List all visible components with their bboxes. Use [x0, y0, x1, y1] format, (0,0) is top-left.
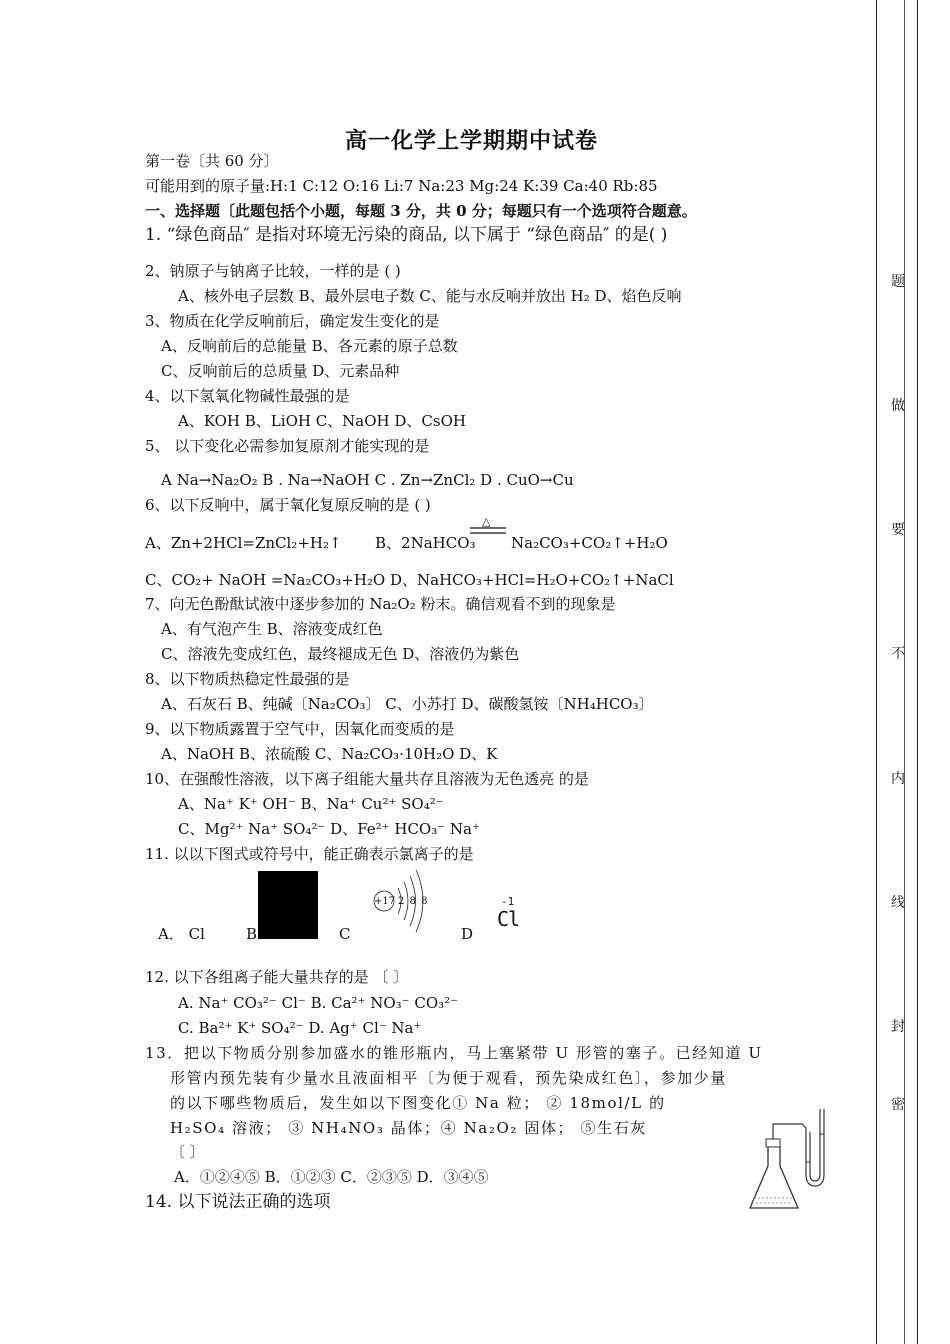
question-13-line-3: 的以下哪些物质后，发生如以下图变化① Na 粒； ② 18mol/L 的	[170, 1094, 666, 1112]
margin-char: 做	[891, 398, 905, 414]
question-9: 9、以下物质露置于空气中，因氧化而变质的是	[145, 720, 455, 738]
margin-char: 密	[891, 1097, 905, 1113]
heat-symbol: △	[482, 515, 491, 528]
question-6-option-a: A、Zn+2HCl=ZnCl₂+H₂↑	[145, 534, 342, 552]
margin-char: 要	[891, 522, 905, 538]
section-heading: 一、选择题〔此题包括个小题，每题 3 分，共 0 分；每题只有一个选项符合题意。	[145, 202, 697, 220]
question-13-answer-blank: 〔 〕	[170, 1143, 205, 1161]
question-11: 11. 以以下图式或符号中，能正确表示氯离子的是	[145, 845, 474, 863]
question-3: 3、物质在化学反响前后，确定发生变化的是	[145, 312, 440, 330]
question-4-options: A、KOH B、LiOH C、NaOH D、CsOH	[178, 412, 466, 430]
question-13-line-1: 13．把以下物质分别参加盛水的锥形瓶内，马上塞紧带 U 形管的塞子。已经知道 U	[145, 1044, 763, 1062]
question-2: 2、钠原子与钠离子比较，一样的是 ( )	[145, 262, 401, 280]
question-13-options: A．①②④⑤ B．①②③ C．②③⑤ D．③④⑤	[174, 1168, 489, 1186]
question-4: 4、以下氢氧化物碱性最强的是	[145, 387, 350, 405]
question-13-line-2: 形管内预先装有少量水且液面相平〔为便于观看，预先染成红色〕，参加少量	[170, 1069, 727, 1087]
volume-label: 第一卷〔共 60 分〕	[145, 152, 279, 170]
question-12-options-ab: A. Na⁺ CO₃²⁻ Cl⁻ B. Ca²⁺ NO₃⁻ CO₃²⁻	[178, 994, 459, 1012]
question-6-option-b-left: B、2NaHCO₃	[375, 534, 476, 552]
question-5: 5、 以下变化必需参加复原剂才能实现的是	[145, 437, 430, 455]
question-3-options-cd: C、反响前后的总质量 D、元素品种	[161, 362, 400, 380]
question-13-line-4: H₂SO₄ 溶液； ③ NH₄NO₃ 晶体；④ Na₂O₂ 固体； ⑤生石灰	[170, 1119, 647, 1137]
electron-shells: 2 8 8	[398, 896, 429, 907]
margin-char: 内	[891, 771, 905, 787]
equals-sign-icon	[470, 527, 508, 535]
question-8-options: A、石灰石 B、纯碱〔Na₂CO₃〕 C、小苏打 D、碳酸氢铵〔NH₄HCO₃〕	[161, 695, 654, 713]
question-10: 10、在强酸性溶液，以下离子组能大量共存且溶液为无色透亮 的是	[145, 770, 589, 788]
chlorine-symbol: Cl	[497, 907, 520, 931]
margin-char: 不	[891, 646, 905, 662]
question-11-option-a: A． Cl	[158, 925, 205, 943]
question-12: 12. 以下各组离子能大量共存的是 〔 〕	[145, 968, 409, 986]
page-title: 高一化学上学期期中试卷	[345, 128, 599, 154]
margin-char: 线	[891, 895, 905, 911]
question-3-options-ab: A、反响前后的总能量 B、各元素的原子总数	[161, 337, 458, 355]
question-9-options: A、NaOH B、浓硫酸 C、Na₂CO₃·10H₂O D、K	[161, 745, 498, 763]
question-10-options-cd: C、Mg²⁺ Na⁺ SO₄²⁻ D、Fe²⁺ HCO₃⁻ Na⁺	[178, 820, 480, 838]
question-11-option-c: C	[339, 925, 351, 943]
question-6: 6、以下反响中，属于氧化复原反响的是 ( )	[145, 496, 431, 514]
binding-margin-frame	[876, 0, 918, 1344]
margin-char: 封	[891, 1019, 905, 1035]
question-6-options-cd: C、CO₂+ NaOH =Na₂CO₃+H₂O D、NaHCO₃+HCl=H₂O+CO₂↑+NaCl	[145, 571, 674, 589]
question-7: 7、向无色酚酞试液中逐步参加的 Na₂O₂ 粉末。确信观看不到的现象是	[145, 595, 616, 613]
question-7-options-cd: C、溶液先变成红色，最终褪成无色 D、溶液仍为紫色	[161, 645, 520, 663]
flask-u-tube-apparatus-icon	[744, 1104, 838, 1214]
option-b-image-placeholder	[258, 871, 318, 939]
question-2-options: A、核外电子层数 B、最外层电子数 C、能与水反响并放出 H₂ D、焰色反响	[178, 287, 682, 305]
question-14: 14. 以下说法正确的选项	[145, 1192, 331, 1212]
question-10-options-ab: A、Na⁺ K⁺ OH⁻ B、Na⁺ Cu²⁺ SO₄²⁻	[178, 795, 444, 813]
question-12-options-cd: C. Ba²⁺ K⁺ SO₄²⁻ D. Ag⁺ Cl⁻ Na⁺	[178, 1019, 422, 1037]
question-5-options: A Na→Na₂O₂ B . Na→NaOH C . Zn→ZnCl₂ D . CuO→Cu	[161, 471, 574, 489]
question-8: 8、以下物质热稳定性最强的是	[145, 670, 350, 688]
question-11-option-d: D	[461, 925, 474, 943]
binding-margin-inner-line	[904, 0, 905, 1344]
question-11-option-b: B	[246, 925, 258, 943]
ion-charge-label: -1	[501, 895, 515, 908]
atomic-masses: 可能用到的原子量:H:1 C:12 O:16 Li:7 Na:23 Mg:24 K:39 Ca:40 Rb:85	[145, 177, 658, 195]
question-7-options-ab: A、有气泡产生 B、溶液变成红色	[161, 620, 383, 638]
question-1: 1. “绿色商品″ 是指对环境无污染的商品, 以下属于 “绿色商品″ 的是( )	[145, 225, 668, 245]
question-6-option-b-right: Na₂CO₃+CO₂↑+H₂O	[511, 534, 668, 552]
nucleus-charge: +17	[374, 896, 396, 907]
margin-char: 题	[891, 274, 905, 290]
